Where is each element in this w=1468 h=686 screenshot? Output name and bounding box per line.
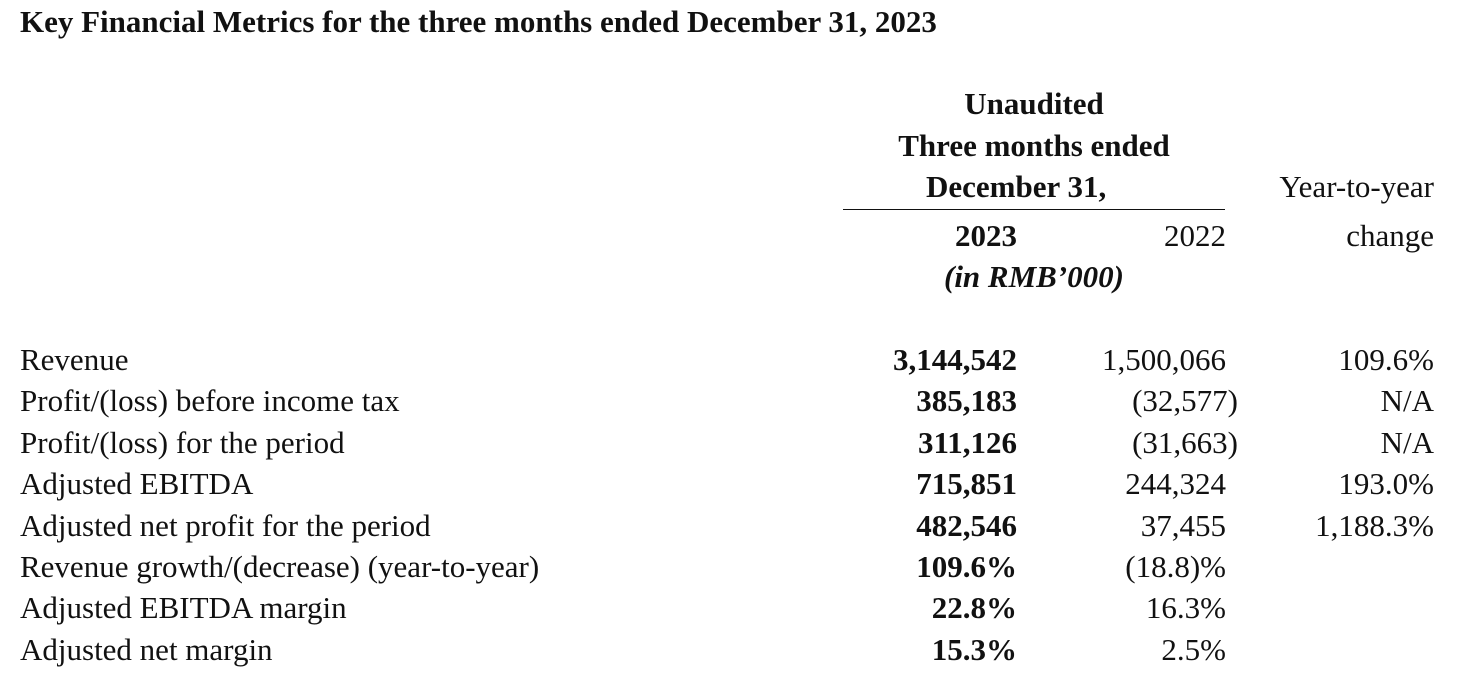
value-2023: 715,851 xyxy=(916,466,1017,502)
row-label: Profit/(loss) for the period xyxy=(20,424,345,460)
value-2022: 37,455 xyxy=(1140,507,1226,543)
change-header-line1: Year-to-year xyxy=(1279,169,1434,204)
row-label: Profit/(loss) before income tax xyxy=(20,383,400,419)
table-row xyxy=(0,629,1468,670)
value-2022: 1,500,066 xyxy=(1102,342,1226,377)
value-2023: 109.6% xyxy=(916,548,1017,584)
value-2022: (32,577) xyxy=(1132,383,1238,419)
value-2023: 15.3% xyxy=(931,631,1017,667)
table-row xyxy=(0,422,1468,463)
row-label: Revenue xyxy=(20,342,129,377)
value-2023: 385,183 xyxy=(916,383,1017,419)
period-header-line1: Three months ended xyxy=(898,128,1170,163)
row-label: Adjusted net profit for the period xyxy=(20,507,431,543)
yoy-change: 109.6% xyxy=(1338,342,1434,377)
units-label: (in RMB’000) xyxy=(944,259,1124,294)
value-2023: 311,126 xyxy=(917,424,1017,460)
header-divider xyxy=(843,209,1225,210)
value-2022: 2.5% xyxy=(1161,631,1226,667)
metrics-table xyxy=(0,339,1468,670)
value-2022: 244,324 xyxy=(1125,466,1226,502)
table-row xyxy=(0,380,1468,421)
table-row xyxy=(0,546,1468,587)
value-2023: 22.8% xyxy=(931,590,1017,626)
yoy-change: N/A xyxy=(1380,383,1434,419)
yoy-change: 193.0% xyxy=(1338,466,1434,502)
period-header-line2: December 31, xyxy=(926,169,1107,204)
value-2022: (18.8)% xyxy=(1125,548,1226,584)
row-label: Revenue growth/(decrease) (year-to-year) xyxy=(20,548,540,584)
yoy-change: N/A xyxy=(1380,424,1434,460)
document-title: Key Financial Metrics for the three months ended December 31, 2023 xyxy=(20,4,937,39)
yoy-change: 1,188.3% xyxy=(1315,507,1434,543)
value-2023: 482,546 xyxy=(916,507,1017,543)
value-2022: 16.3% xyxy=(1145,590,1226,626)
row-label: Adjusted EBITDA xyxy=(20,466,254,502)
value-2022: (31,663) xyxy=(1132,424,1238,460)
audit-status-header: Unaudited xyxy=(964,86,1104,121)
table-row xyxy=(0,505,1468,546)
table-row xyxy=(0,339,1468,380)
value-2023: 3,144,542 xyxy=(893,342,1017,377)
change-header-line2: change xyxy=(1346,218,1434,253)
table-row xyxy=(0,587,1468,628)
column-header-2022: 2022 xyxy=(1164,218,1226,253)
row-label: Adjusted EBITDA margin xyxy=(20,590,347,626)
column-header-2023: 2023 xyxy=(955,218,1017,253)
row-label: Adjusted net margin xyxy=(20,631,273,667)
table-row xyxy=(0,463,1468,504)
